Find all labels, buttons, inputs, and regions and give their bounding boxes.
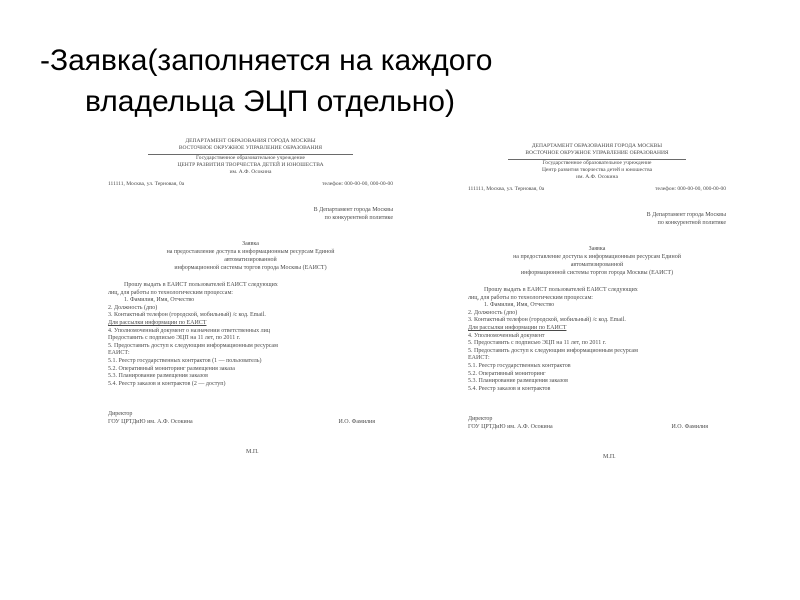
application-form-right: [468, 143, 726, 515]
form-title-line: Заявка: [242, 241, 259, 247]
phone: телефон: 000-00-00, 000-00-00: [322, 181, 393, 187]
body-line: 5.4. Реестр заказов и контрактов: [468, 385, 551, 392]
letterhead-line: им. А.Ф. Осокина: [576, 174, 618, 180]
address: 111111, Москва, ул. Терновая, 0а: [468, 186, 545, 192]
body-line: 5.1. Реестр государственных контрактов (1 — пользователь): [108, 357, 262, 364]
body-line: 4. Уполномоченный документ: [468, 332, 545, 339]
body-line: лиц, для работы по технологическим процессам:: [108, 289, 233, 296]
letterhead-line: ВОСТОЧНОЕ ОКРУЖНОЕ УПРАВЛЕНИЕ ОБРАЗОВАНИЯ: [178, 145, 323, 151]
body-line: 2. Должность (дпо): [468, 309, 518, 316]
slide-title-line-2: владельца ЭЦП отдельно): [85, 85, 455, 118]
form-title-line: автоматизированной: [224, 257, 277, 263]
recipient: [468, 211, 726, 227]
body-line: 1. Фамилия, Имя, Отчество: [124, 297, 195, 304]
letterhead-line: им. А.Ф. Осокина: [229, 169, 272, 175]
contact-row: [468, 185, 726, 193]
body-line: Для рассылки информации по ЕАИСТ: [468, 324, 567, 331]
body-line: лиц, для работы по технологическим процессам:: [468, 294, 593, 301]
form-title-line: информационной системы торгов города Москвы (ЕАИСТ): [520, 270, 674, 276]
body-line: 5. Предоставить с подписью ЭЦП на 11 лет, по 2011 г.: [468, 340, 606, 347]
address: 111111, Москва, ул. Терновая, 0а: [108, 181, 185, 187]
body-line: 5.1. Реестр государственных контрактов: [468, 362, 571, 369]
recipient-line: по конкурентной политике: [657, 220, 726, 226]
slide-title: [40, 40, 780, 122]
signature-row: [108, 418, 393, 426]
form-body: [468, 287, 726, 393]
signature-role: Директор: [468, 416, 493, 423]
body-line: 5. Предоставить доступ к следующим информационным ресурсам: [108, 342, 278, 349]
signature-block: [108, 410, 393, 426]
form-body: [108, 282, 393, 388]
recipient: [108, 206, 393, 222]
body-line: Прошу выдать в ЕАИСТ пользователей ЕАИСТ следующих: [124, 282, 278, 288]
body-line: 5.4. Реестр заказов и контрактов (2 — доступ): [108, 380, 226, 387]
form-title: [468, 245, 726, 277]
contact-row: [108, 180, 393, 188]
letterhead-line: ВОСТОЧНОЕ ОКРУЖНОЕ УПРАВЛЕНИЕ ОБРАЗОВАНИЯ: [525, 150, 669, 156]
signature-name: И.О. Фамилия: [338, 419, 375, 426]
letterhead-line: ДЕПАРТАМЕНТ ОБРАЗОВАНИЯ ГОРОДА МОСКВЫ: [185, 138, 316, 144]
body-line: Для рассылки информации по ЕАИСТ: [108, 319, 207, 326]
form-title-line: на предоставление доступа к информационным ресурсам Единой: [513, 254, 681, 260]
body-line: 3. Контактный телефон (городской, мобильный) /с код. Email.: [108, 312, 266, 319]
body-line: 2. Должность (дпо): [108, 304, 158, 311]
form-title-line: на предоставление доступа к информационным ресурсам Единой: [166, 249, 335, 255]
signature-block: [468, 415, 726, 431]
signature-org: ГОУ ЦРТДиЮ им. А.Ф. Осокина: [468, 424, 553, 431]
letterhead-line: Государственное образовательное учреждение: [196, 155, 305, 161]
letterhead: [108, 138, 393, 176]
signature-row: [468, 423, 726, 431]
body-line: 5. Предоставить доступ к следующим информационным ресурсам: [468, 347, 638, 354]
body-line: Предоставить с подписью ЭЦП на 11 лет, по 2011 г.: [108, 335, 240, 342]
application-form-left: [108, 138, 393, 503]
form-title-line: автоматизированной: [570, 262, 624, 268]
body-line: ЕАИСТ:: [468, 355, 490, 362]
recipient-line: В Департамент города Москвы: [646, 212, 726, 218]
letterhead-line: Государственное образовательное учреждение: [542, 160, 652, 166]
body-line: 1. Фамилия, Имя, Отчество: [484, 302, 555, 309]
signature-role: Директор: [108, 411, 133, 418]
recipient-line: по конкурентной политике: [324, 215, 393, 221]
letterhead: [468, 143, 726, 181]
body-line: 5.2. Оперативный мониторинг: [468, 370, 546, 377]
letterhead-line: ДЕПАРТАМЕНТ ОБРАЗОВАНИЯ ГОРОДА МОСКВЫ: [531, 143, 663, 149]
signature-name: И.О. Фамилия: [671, 424, 708, 431]
form-title-line: Заявка: [588, 246, 606, 252]
form-title-line: информационной системы торгов города Москвы (ЕАИСТ): [174, 265, 327, 271]
body-line: ЕАИСТ:: [108, 350, 130, 357]
stamp-placeholder: М.П.: [603, 454, 616, 461]
signature-org: ГОУ ЦРТДиЮ им. А.Ф. Осокина: [108, 419, 193, 426]
body-line: 5.3. Планирование размещения заказов: [468, 378, 568, 385]
body-line: 4. Уполномоченный документ о назначении ответственных лиц: [108, 327, 271, 334]
phone: телефон: 000-00-00, 000-00-00: [655, 186, 726, 192]
body-line: Прошу выдать в ЕАИСТ пользователей ЕАИСТ следующих: [484, 287, 638, 293]
recipient-line: В Департамент города Москвы: [313, 207, 393, 213]
body-line: 3. Контактный телефон (городской, мобильный) /с код. Email.: [468, 317, 626, 324]
body-line: 5.3. Планирование размещения заказов: [108, 373, 208, 380]
stamp-placeholder: М.П.: [246, 449, 259, 456]
slide-title-line-1: -Заявка(заполняется на каждого: [40, 44, 493, 77]
letterhead-line: Центр развития творчества детей и юношества: [541, 167, 653, 173]
letterhead-line: ЦЕНТР РАЗВИТИЯ ТВОРЧЕСТВА ДЕТЕЙ И ЮНОШЕСТВА: [177, 162, 324, 168]
body-line: 5.2. Оперативный мониторинг размещения заказа: [108, 365, 235, 372]
form-title: [108, 240, 393, 272]
